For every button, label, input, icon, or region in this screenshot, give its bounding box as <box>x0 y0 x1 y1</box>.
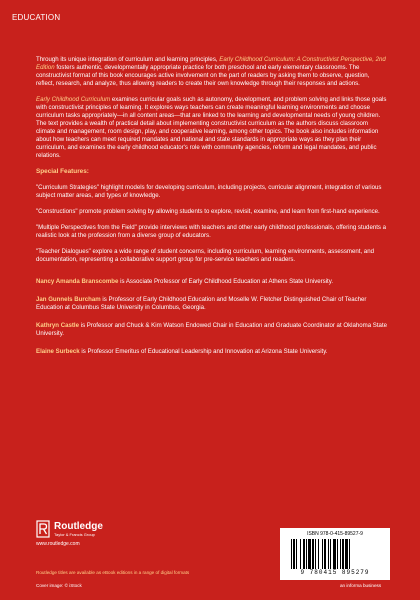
barcode-bar <box>291 539 292 569</box>
special-features-heading: Special Features: <box>36 168 89 175</box>
barcode-bar <box>300 539 301 569</box>
barcode-graphic <box>289 539 381 569</box>
isbn-label: ISBN 978-0-415-89527-9 <box>307 531 363 537</box>
barcode-bar <box>330 539 331 569</box>
feature-list <box>36 184 388 264</box>
publisher-url: www.routledge.com <box>36 541 80 547</box>
description-title: Early Childhood Curriculum <box>36 96 111 103</box>
publisher-name: Routledge <box>54 520 103 532</box>
description-text: examines curricular goals such as autonomy, development, and problem solving and links those goals with constructivist principles of learning. It explores ways teachers can create meaningful learning environments and choose curriculum tasks appropriately—in all content areas—that are linked to the learning and developmental needs of young children. The text provides a wealth of practical detail about implementing constructivist curriculum as the authors discuss classroom climate and management, room design, play, and cooperative learning, among other topics. The book also includes information about how teachers can meet required mandates and national and state standards in appropriate ways as they plan their curriculum, and examines the early childhood educator's role with community agencies, reform and legal mandates, and public relations. <box>36 96 387 159</box>
back-cover-content <box>36 56 388 366</box>
isbn-barcode <box>280 528 390 580</box>
intro-post: fosters authentic, developmentally appropriate practice for both preschool and early elementary classrooms. The constructivist format of this book encourages active involvement on the part of readers by asking them to observe, question, reflect, research, and analyze, thus allowing readers to create their own knowledge through their responses and actions. <box>36 64 370 87</box>
barcode-bar <box>342 539 344 569</box>
author-entry <box>36 278 388 286</box>
feature-item: "Multiple Perspectives from the Field" provide interviews with teachers and other early childhood professionals, offering students a realistic look at the profession from a diverse group of educators. <box>36 224 387 239</box>
barcode-bar <box>349 539 350 569</box>
feature-item: "Curriculum Strategies" highlight models for developing curriculum, including projects, curricular alignment, integration of various subject matter areas, and types of knowledge. <box>36 184 382 199</box>
publisher-logo-block <box>36 520 146 547</box>
barcode-bar <box>340 539 341 569</box>
author-bio: is Professor Emeritus of Educational Leadership and Innovation at Arizona State University. <box>79 348 328 355</box>
author-bio: is Associate Professor of Early Childhood Education at Athens State University. <box>118 278 334 285</box>
barcode-bar <box>337 539 338 569</box>
barcode-bar <box>345 539 348 569</box>
barcode-bar <box>296 539 297 569</box>
barcode-bar <box>322 539 323 569</box>
author-name: Elaine Surbeck <box>36 348 80 355</box>
barcode-bar <box>318 539 319 569</box>
description-paragraph <box>36 96 388 160</box>
barcode-bar <box>328 539 329 569</box>
intro-paragraph <box>36 56 388 88</box>
author-entry <box>36 322 388 338</box>
barcode-bar <box>324 539 326 569</box>
author-bio: is Professor of Early Childhood Education and Moselle W. Fletcher Distinguished Chair of Teacher Education at Columbus State University in Columbus, Georgia. <box>36 296 367 311</box>
cover-credit: Cover image: © iStock <box>36 583 82 588</box>
barcode-bar <box>312 539 314 569</box>
author-name: Jan Gunnels Burcham <box>36 296 101 303</box>
informa-note: an informa business <box>340 583 382 588</box>
author-entry <box>36 296 388 312</box>
author-bio: is Professor and Chuck & Kim Watson Endowed Chair in Education and Graduate Coordinator at Oklahoma State University. <box>36 322 388 337</box>
feature-item: "Teacher Dialogues" explore a wide range of student concerns, including curriculum, learning environments, assessment, and documentation, representing a collaborative support group for pre-service teachers and readers. <box>36 248 374 263</box>
barcode-bar <box>315 539 316 569</box>
barcode-bar <box>303 539 305 569</box>
author-name: Kathryn Castle <box>36 322 80 329</box>
feature-item: "Constructions" promote problem solving by allowing students to explore, revisit, examine, and learn from first-hand experience. <box>36 208 380 215</box>
intro-pre: Through its unique integration of curriculum and learning principles, <box>36 56 220 63</box>
ebook-note: Routledge titles are available as eBook editions in a range of digital formats <box>36 570 190 575</box>
barcode-bar <box>333 539 336 569</box>
publisher-logo <box>36 520 146 538</box>
category-label: EDUCATION <box>12 13 61 22</box>
publisher-group: Taylor & Francis Group <box>54 531 95 537</box>
barcode-bar <box>308 539 311 569</box>
barcode-number: 9 780415 895279 <box>300 569 370 576</box>
book-title: Early Childhood Curriculum: A Constructivist Perspective, 2nd Edition <box>36 56 386 71</box>
author-entry <box>36 348 388 356</box>
author-name: Nancy Amanda Branscombe <box>36 278 119 285</box>
routledge-logo-icon <box>36 520 50 538</box>
barcode-bar <box>293 539 295 569</box>
barcode-bar <box>306 539 307 569</box>
